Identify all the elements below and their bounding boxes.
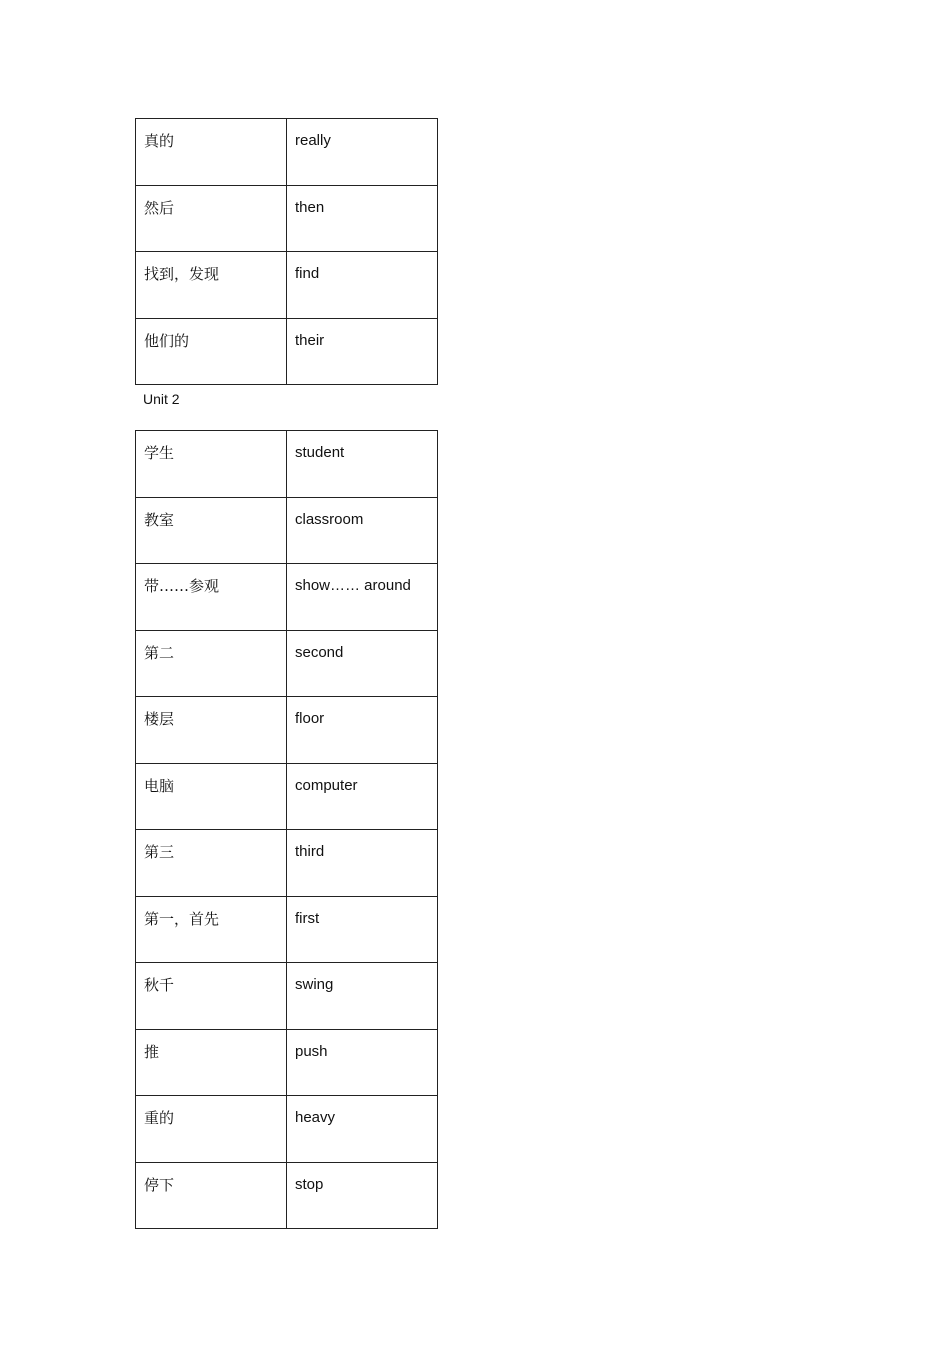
chinese-word: 推 — [136, 1029, 287, 1096]
table-row — [136, 1029, 438, 1096]
chinese-word: 第二 — [136, 630, 287, 697]
english-word: floor — [287, 697, 438, 764]
chinese-word: 停下 — [136, 1162, 287, 1229]
english-word: third — [287, 830, 438, 897]
english-word: second — [287, 630, 438, 697]
english-word: student — [287, 431, 438, 498]
english-word: find — [287, 252, 438, 319]
english-word: their — [287, 318, 438, 385]
english-word: swing — [287, 963, 438, 1030]
chinese-word: 第三 — [136, 830, 287, 897]
table-row — [136, 896, 438, 963]
table-row — [136, 697, 438, 764]
english-word: show…… around — [287, 564, 438, 631]
english-word: stop — [287, 1162, 438, 1229]
chinese-word: 电脑 — [136, 763, 287, 830]
chinese-word: 找到，发现 — [136, 252, 287, 319]
table-row — [136, 630, 438, 697]
english-word: classroom — [287, 497, 438, 564]
table-row — [136, 1162, 438, 1229]
chinese-word: 重的 — [136, 1096, 287, 1163]
chinese-word: 教室 — [136, 497, 287, 564]
english-word: push — [287, 1029, 438, 1096]
section-heading-unit-2: Unit 2 — [143, 391, 180, 407]
table-row — [136, 318, 438, 385]
table-row — [136, 564, 438, 631]
english-word: heavy — [287, 1096, 438, 1163]
table-row — [136, 497, 438, 564]
table-row — [136, 185, 438, 252]
chinese-word: 秋千 — [136, 963, 287, 1030]
english-word: computer — [287, 763, 438, 830]
table-row — [136, 1096, 438, 1163]
english-word: first — [287, 896, 438, 963]
english-word: really — [287, 119, 438, 186]
chinese-word: 第一，首先 — [136, 896, 287, 963]
chinese-word: 他们的 — [136, 318, 287, 385]
vocab-table-unit-1 — [135, 118, 438, 385]
table-row — [136, 963, 438, 1030]
vocab-table-unit-2 — [135, 430, 438, 1229]
chinese-word: 真的 — [136, 119, 287, 186]
chinese-word: 学生 — [136, 431, 287, 498]
table-row — [136, 830, 438, 897]
chinese-word: 带……参观 — [136, 564, 287, 631]
table-row — [136, 252, 438, 319]
table-row — [136, 431, 438, 498]
table-row — [136, 119, 438, 186]
english-word: then — [287, 185, 438, 252]
chinese-word: 然后 — [136, 185, 287, 252]
table-row — [136, 763, 438, 830]
chinese-word: 楼层 — [136, 697, 287, 764]
